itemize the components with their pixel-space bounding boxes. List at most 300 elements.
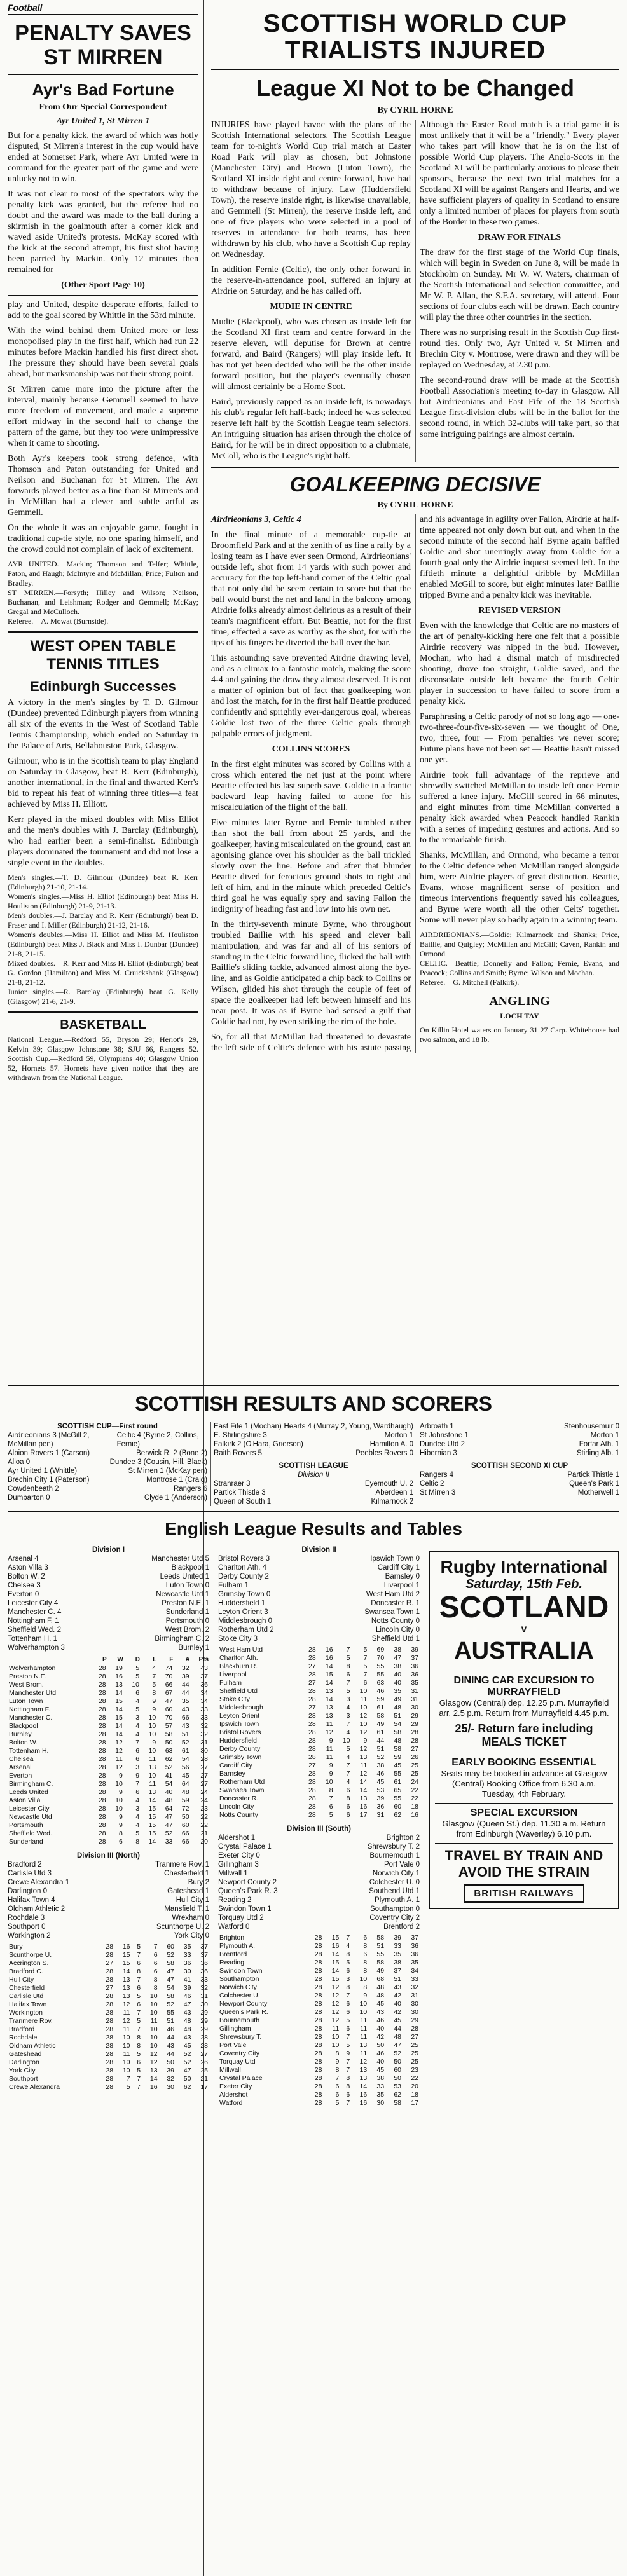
- table-row: [8, 1706, 209, 1714]
- table-header-cell: F: [169, 1656, 174, 1663]
- away-team: Cardiff City 1: [377, 1564, 420, 1572]
- away-team: Chesterfield 1: [164, 1870, 209, 1877]
- stat-cell: 62: [165, 1755, 173, 1763]
- divider: [8, 295, 198, 296]
- table-row: [8, 1764, 209, 1772]
- team-name: Aldershot: [219, 2091, 248, 2099]
- away-team: Southampton 0: [369, 1905, 420, 1913]
- stat-cell: 62: [394, 1811, 402, 1819]
- team-name: Gateshead: [9, 2050, 42, 2058]
- stat-cell: 39: [181, 1673, 189, 1680]
- stat-cell: 28: [308, 1729, 316, 1736]
- stat-cell: 66: [165, 1681, 173, 1689]
- stat-cell: 11: [360, 2050, 368, 2057]
- home-team: Leyton Orient 3: [218, 1608, 268, 1616]
- away-team: Southend Utd 1: [369, 1887, 420, 1895]
- stat-cell: 47: [183, 2067, 191, 2074]
- away-team: Dundee 3 (Cousin, Hill, Black): [109, 1458, 207, 1466]
- stat-cell: 15: [331, 1934, 340, 1942]
- stat-cell: 28: [98, 1689, 106, 1697]
- team-name: Plymouth A.: [219, 1942, 256, 1950]
- result-row: [8, 1896, 209, 1905]
- stat-cell: 52: [183, 2050, 191, 2058]
- home-team: Southport 0: [8, 1923, 46, 1931]
- stat-cell: 28: [314, 2033, 322, 2041]
- team-lineups: AIRDRIEONIANS.—Goldie; Kilmarnock and Shanks; Price, Baillie, and Quigley; McMillan and McGill; Caven, Rankin and Ormond. CELTIC.—Beattie; Donnelly and Fallon; Fernie, Evans, and Peacock; Collins and Smith; Byrne; Wilson and Mochan. Referee.—G. Mitchell (Falkirk).: [420, 930, 619, 987]
- stat-cell: 33: [411, 1975, 418, 1983]
- team-name: Luton Town: [9, 1697, 43, 1705]
- team-name: Blackpool: [9, 1722, 38, 1730]
- division-2-table: [218, 1646, 420, 1819]
- stat-cell: 60: [394, 2066, 402, 2074]
- paragraph: Gilmour, who is in the Scottish team to play England on Saturday in Glasgow, beat R. Kerr (Edinburgh), another international, in the final and thwarted Kerr's bid to repeat his feat of winning three titles—a feat achieved by Miss H. Elliott.: [8, 757, 198, 809]
- home-team: Stoke City 3: [218, 1635, 258, 1643]
- team-name: Rotherham Utd: [219, 1778, 265, 1786]
- team-name: Bury: [9, 1943, 23, 1950]
- stat-cell: 9: [152, 1697, 156, 1705]
- division-2-heading: Division II: [301, 1546, 336, 1554]
- stat-cell: 10: [122, 2059, 130, 2066]
- paragraph: Paraphrasing a Celtic parody of not so long ago — one-two-three-four-five-six-seven — we thought of One, two, three, four — From penalties we never score; Future plans have not been set — Beattie hasn't missed one yet.: [420, 712, 619, 765]
- stat-cell: 10: [331, 2041, 340, 2049]
- table-row: [218, 1942, 420, 1950]
- team-name: Bristol Rovers: [219, 1729, 261, 1736]
- result-row: [218, 1887, 420, 1896]
- stat-cell: 10: [342, 1737, 350, 1744]
- team-name: Oldham Athletic: [9, 2042, 56, 2050]
- stat-cell: 18: [411, 1803, 418, 1811]
- world-cup-article: [211, 120, 619, 462]
- home-team: Sheffield Wed. 2: [8, 1626, 61, 1634]
- stat-cell: 39: [394, 1934, 402, 1942]
- stat-cell: 28: [106, 1976, 114, 1983]
- table-row: [8, 1951, 209, 1959]
- team-name: Manchester C.: [9, 1714, 53, 1722]
- home-team: Cowdenbeath 2: [8, 1485, 59, 1493]
- stat-cell: 14: [331, 1967, 340, 1975]
- stat-cell: 48: [394, 1737, 402, 1744]
- stat-cell: 13: [325, 1687, 333, 1695]
- team-name: Swansea Town: [219, 1786, 265, 1794]
- stat-cell: 30: [183, 1968, 191, 1975]
- away-team: Blackpool 1: [171, 1564, 209, 1572]
- stat-cell: 9: [152, 1739, 156, 1746]
- stat-cell: 28: [411, 1737, 418, 1744]
- stat-cell: 11: [150, 2017, 158, 2025]
- team-name: Leyton Orient: [219, 1712, 260, 1720]
- stat-cell: 38: [376, 2074, 385, 2082]
- stat-cell: 9: [346, 2050, 350, 2057]
- team-name: York City: [9, 2067, 36, 2074]
- stat-cell: 9: [119, 1821, 123, 1829]
- stat-cell: 60: [165, 1706, 173, 1713]
- home-team: Crewe Alexandra 1: [8, 1879, 70, 1886]
- away-team: Barnsley 0: [385, 1573, 420, 1580]
- stat-cell: 6: [363, 1934, 368, 1942]
- stat-cell: 5: [346, 1745, 350, 1753]
- stat-cell: 7: [363, 1654, 368, 1662]
- stat-cell: 14: [359, 1786, 368, 1794]
- away-team: St Mirren 1 (McKay pen): [128, 1467, 207, 1475]
- stat-cell: 43: [181, 1706, 189, 1713]
- away-team: Liverpool 1: [383, 1582, 420, 1589]
- stat-cell: 68: [376, 1975, 385, 1983]
- stat-cell: 28: [314, 2017, 322, 2024]
- paragraph: Although the Easter Road match is a trial game it is most unlikely that it will be a "friendly." Every player who takes part will know that he is on the list of possible World Cup players. The Anglo-Scots in the Scotland XI will be particularly anxious to please their sponsors, because the next two trial matches for a Scotland XI will be against Rangers and Hearts, and we have sufficient players of quality in Scotland to ensure only a limited number of places for players from south of the Border in these two games.: [420, 120, 619, 227]
- result-row: [8, 1590, 209, 1599]
- away-team: Eyemouth U. 2: [364, 1480, 413, 1488]
- stat-cell: 34: [200, 1689, 208, 1697]
- stat-cell: 6: [335, 2083, 340, 2090]
- result-row: [218, 1833, 420, 1842]
- result-row: [8, 1449, 207, 1458]
- stat-cell: 11: [326, 1720, 333, 1728]
- stat-cell: 44: [167, 2050, 175, 2058]
- stat-cell: 28: [308, 1753, 316, 1761]
- stat-cell: 5: [137, 1943, 141, 1950]
- stat-cell: 10: [122, 2034, 130, 2041]
- stat-cell: 3: [346, 1712, 350, 1720]
- stat-cell: 8: [335, 2050, 340, 2057]
- stat-cell: 15: [325, 1671, 333, 1678]
- table-row: [8, 1689, 209, 1697]
- stat-cell: 49: [394, 1696, 402, 1703]
- stat-cell: 48: [183, 2017, 191, 2025]
- stat-cell: 7: [346, 2066, 350, 2074]
- team-name: Barnsley: [219, 1770, 245, 1778]
- table-row: [8, 1673, 209, 1681]
- stat-cell: 47: [183, 2001, 191, 2008]
- divider: [8, 1011, 198, 1013]
- division-3s-heading: Division III (South): [287, 1825, 351, 1833]
- table-row: [218, 1753, 420, 1762]
- paragraph: This astounding save prevented Airdrie drawing level, and as a climax to a fantastic match, making the score 4-4 and gaining the draw they almost deserved. It is not a matter of opinion but of fact that goalkeeping won and lost the match, for in the first half Beattie produced confidently and sprightly ever-dangerous goal, whereas Goldie lost two of the three Celtic goals through palpable errors of judgment.: [211, 654, 411, 739]
- stat-cell: 33: [376, 2083, 385, 2090]
- stat-cell: 27: [200, 1780, 208, 1788]
- stat-cell: 4: [135, 1722, 140, 1730]
- table-row: [8, 1984, 209, 1992]
- team-name: Newcastle Utd: [9, 1813, 52, 1821]
- stat-cell: 12: [149, 2050, 158, 2058]
- stat-cell: 6: [137, 2001, 141, 2008]
- result-row: [8, 1922, 209, 1931]
- first-round-heading: SCOTTISH CUP—First round: [57, 1423, 158, 1430]
- basketball-headline: BASKETBALL: [60, 1018, 146, 1032]
- stat-cell: 47: [165, 1697, 173, 1705]
- home-team: Leicester City 4: [8, 1600, 59, 1607]
- stat-cell: 48: [181, 1788, 189, 1796]
- table-row: [218, 1745, 420, 1753]
- away-team: Bury 2: [188, 1879, 209, 1886]
- angling-subhead: LOCH TAY: [500, 1011, 539, 1020]
- stat-cell: 27: [411, 1745, 418, 1753]
- stat-cell: 16: [359, 1803, 368, 1811]
- stat-cell: 28: [314, 1959, 322, 1966]
- division-1-heading: Division I: [92, 1546, 125, 1554]
- result-row: [420, 1440, 619, 1449]
- stat-cell: 28: [98, 1722, 106, 1730]
- stat-cell: 30: [376, 2099, 385, 2107]
- stat-cell: 52: [167, 1951, 175, 1959]
- second-xi-heading: SCOTTISH SECOND XI CUP: [471, 1462, 568, 1470]
- stat-cell: 45: [183, 2042, 191, 2050]
- table-row: [218, 1762, 420, 1770]
- home-team: Charlton Ath. 4: [218, 1564, 267, 1572]
- stat-cell: 33: [200, 1706, 208, 1713]
- stat-cell: 28: [106, 2050, 114, 2058]
- stat-cell: 28: [314, 2083, 322, 2090]
- away-team: Brentford 2: [383, 1923, 420, 1931]
- stat-cell: 51: [181, 1730, 189, 1738]
- stat-cell: 15: [122, 1959, 130, 1967]
- stat-cell: 9: [119, 1813, 123, 1821]
- paragraph: On the whole it was an enjoyable game, fought in traditional cup-tie style, no one sparing himself, and the crowd could not complain of lack of excitement.: [8, 523, 198, 554]
- stat-cell: 7: [135, 1739, 140, 1746]
- paragraph: In the thirty-seventh minute Byrne, who throughout troubled Baillie with his speed and clever ball manipulation, and was far and all of his seniors of standing in the Celtic forward line, flicked the ball with Baillie's sliding tackle, advanced almost along the bye-line, and as Goldie anticipated a chip back to Collins or Wilson, glided his shot through the couple of feet of space the goalkeeper had left between himself and his near post. It was as if Byrne had sensed a gulf that Goldie had not, by even striking the rim of the hole.: [211, 920, 411, 1027]
- home-team: Exeter City 0: [218, 1852, 260, 1860]
- team-name: Queen's Park R.: [219, 2008, 268, 2016]
- stat-cell: 12: [115, 1747, 123, 1755]
- stat-cell: 28: [314, 2041, 322, 2049]
- stat-cell: 59: [394, 1753, 402, 1761]
- away-team: Birmingham C. 2: [155, 1635, 209, 1643]
- stat-cell: 55: [394, 1770, 402, 1778]
- stat-cell: 28: [98, 1772, 106, 1779]
- results-section: [8, 1380, 619, 2107]
- stat-cell: 5: [152, 1681, 156, 1689]
- stat-cell: 42: [394, 2008, 402, 2016]
- home-team: East Fife 1 (Mochan): [214, 1423, 282, 1430]
- table-header-cell: P: [102, 1656, 107, 1663]
- stat-cell: 16: [149, 2083, 158, 2091]
- team-name: Lincoln City: [219, 1803, 254, 1811]
- team-name: Reading: [219, 1959, 245, 1966]
- stat-cell: 14: [115, 1730, 123, 1738]
- team-name: Everton: [9, 1772, 32, 1779]
- stat-cell: 31: [200, 1739, 208, 1746]
- stat-cell: 10: [149, 2009, 158, 2017]
- table-row: [218, 1696, 420, 1704]
- result-row: [218, 1554, 420, 1563]
- stat-cell: 29: [411, 2017, 418, 2024]
- table-row: [8, 2050, 209, 2059]
- angling-report: On Killin Hotel waters on January 31 27 Carp. Whitehouse had two salmon, and 18 lb.: [420, 1025, 619, 1044]
- stat-cell: 28: [106, 2083, 114, 2091]
- table-row: [8, 1739, 209, 1747]
- stat-cell: 28: [308, 1654, 316, 1662]
- right-column: [211, 0, 619, 1053]
- result-row: [8, 1467, 207, 1476]
- stat-cell: 38: [394, 1959, 402, 1966]
- paragraph: The second-round draw will be made at the Scottish Football Association's meeting to-day in Glasgow. All but Airdrieonians and East Fife of the 18 Scottish League first-division clubs will be in the ballot for the second round, in which 32-clubs will take part, so that some intriguing pairings are almost certain.: [420, 376, 619, 439]
- advert-team-2: AUSTRALIA: [454, 1638, 594, 1664]
- team-name: Sheffield Utd: [219, 1687, 258, 1695]
- result-row: [218, 1896, 420, 1905]
- stat-cell: 28: [200, 1755, 208, 1763]
- stat-cell: 10: [359, 1687, 368, 1695]
- stat-cell: 66: [181, 1714, 189, 1722]
- stat-cell: 28: [98, 1805, 106, 1812]
- stat-cell: 4: [346, 1704, 350, 1711]
- team-name: Cardiff City: [219, 1762, 252, 1769]
- stat-cell: 28: [98, 1821, 106, 1829]
- team-name: Huddersfield: [219, 1737, 257, 1744]
- team-name: Workington: [9, 2009, 43, 2017]
- stat-cell: 60: [394, 1803, 402, 1811]
- stat-cell: 12: [331, 2008, 340, 2016]
- basketball-results: National League.—Redford 55, Bryson 29; Heriot's 29, Kelvin 39; Glasgow Johnstone 38; SJU 66, Rangers 52. Scottish Cup.—Redford 59, Olympians 40; Glasgow Union 52, Hornets 57. Hornets have given notice that they are withdrawn from the National League.: [8, 1035, 198, 1082]
- table-row: [8, 1992, 209, 2001]
- byline: By CYRIL HORNE: [377, 106, 453, 115]
- league-heading: SCOTTISH LEAGUE: [279, 1462, 348, 1470]
- stat-cell: 28: [314, 2099, 322, 2107]
- stat-cell: 12: [149, 2059, 158, 2066]
- stat-cell: 28: [98, 1673, 106, 1680]
- team-name: Preston N.E.: [9, 1673, 47, 1680]
- stat-cell: 8: [137, 2042, 141, 2050]
- table-row: [8, 1697, 209, 1706]
- stat-cell: 22: [411, 1786, 418, 1794]
- divider: [435, 1803, 613, 1804]
- stat-cell: 66: [181, 1830, 189, 1837]
- table-row: [8, 2059, 209, 2067]
- stat-cell: 25: [411, 2058, 418, 2066]
- stat-cell: 29: [200, 2025, 208, 2033]
- paragraph: Both Ayr's keepers took strong defence, with Thomson and Paton outstanding for United and Neilson and Buchanan for St Mirren. The Ayr forwards played better as a line than St Mirren's and in McMillan had a clever and subtle artful as Gemmell.: [8, 454, 198, 517]
- stat-cell: 56: [181, 1764, 189, 1771]
- stat-cell: 10: [149, 2025, 158, 2033]
- stat-cell: 44: [394, 2025, 402, 2032]
- stat-cell: 28: [200, 2034, 208, 2041]
- away-team: Portsmouth 0: [165, 1617, 209, 1625]
- paragraph: In addition Fernie (Celtic), the only other forward in the reserve-in-attendance pool, suffered an injury at Airdrie on Saturday, and he has called off.: [211, 265, 411, 296]
- away-team: Lincoln City 0: [375, 1626, 420, 1634]
- stat-cell: 30: [411, 2008, 418, 2016]
- stat-cell: 36: [411, 1671, 418, 1678]
- section-label: Football: [8, 0, 198, 15]
- stat-cell: 36: [411, 1662, 418, 1670]
- stat-cell: 4: [135, 1813, 140, 1821]
- stat-cell: 5: [346, 2017, 350, 2024]
- stat-cell: 40: [394, 1671, 402, 1678]
- subhead-revised: REVISED VERSION: [478, 606, 561, 615]
- table-row: [218, 2074, 420, 2083]
- stat-cell: 12: [122, 2001, 130, 2008]
- stat-cell: 10: [359, 1704, 368, 1711]
- stat-cell: 6: [329, 1803, 333, 1811]
- away-team: Notts County 0: [371, 1617, 420, 1625]
- stat-cell: 14: [148, 1797, 156, 1804]
- divider: [8, 1385, 619, 1386]
- division-3s-results: [218, 1833, 420, 1931]
- stat-cell: 4: [135, 1730, 140, 1738]
- table-row: [218, 1704, 420, 1712]
- result-row: [420, 1449, 619, 1458]
- away-team: Burnley 1: [178, 1644, 209, 1652]
- table-tennis-headline: WEST OPEN TABLE TENNIS TITLES: [30, 638, 176, 673]
- table-row: [8, 1714, 209, 1722]
- stat-cell: 28: [308, 1712, 316, 1720]
- table-row: [218, 2041, 420, 2050]
- team-name: Derby County: [219, 1745, 261, 1753]
- celtic-article: [211, 514, 619, 1053]
- stat-cell: 28: [308, 1720, 316, 1728]
- stat-cell: 7: [346, 1679, 350, 1687]
- stat-cell: 61: [376, 1729, 385, 1736]
- stat-cell: 45: [376, 1778, 385, 1786]
- stat-cell: 14: [149, 2075, 158, 2083]
- advert-fare: 25/- Return fare including MEALS TICKET: [455, 1722, 593, 1748]
- table-row: [218, 1950, 420, 1959]
- stat-cell: 28: [106, 2017, 114, 2025]
- result-row: [8, 1643, 209, 1652]
- stat-cell: 47: [394, 2041, 402, 2049]
- away-team: Manchester Utd 5: [151, 1555, 209, 1563]
- stat-cell: 24: [200, 1788, 208, 1796]
- result-row: [218, 1581, 420, 1590]
- home-team: Millwall 1: [218, 1870, 248, 1877]
- paragraph: play and United, despite desperate efforts, failed to add to the goal scored by Whittle in the 53rd minute.: [8, 300, 198, 320]
- home-team: Hibernian 3: [420, 1449, 457, 1457]
- stat-cell: 48: [165, 1797, 173, 1804]
- stat-cell: 13: [122, 1984, 130, 1992]
- stat-cell: 10: [149, 2001, 158, 2008]
- away-team: Stenhousemuir 0: [564, 1423, 619, 1430]
- stat-cell: 13: [115, 1681, 123, 1689]
- stat-cell: 28: [308, 1811, 316, 1819]
- stat-cell: 29: [411, 1720, 418, 1728]
- stat-cell: 4: [135, 1697, 140, 1705]
- team-name: Charlton Ath.: [219, 1654, 258, 1662]
- stat-cell: 28: [106, 2075, 114, 2083]
- english-results: [8, 1545, 619, 2107]
- stat-cell: 61: [394, 1778, 402, 1786]
- table-row: [8, 1772, 209, 1780]
- stat-cell: 9: [363, 1992, 368, 1999]
- stat-cell: 10: [148, 1730, 156, 1738]
- home-team: Wolverhampton 3: [8, 1644, 65, 1652]
- team-name: Tottenham H.: [9, 1747, 49, 1755]
- stat-cell: 6: [153, 1959, 158, 1967]
- stat-cell: 6: [153, 1968, 158, 1975]
- table-row: [218, 1720, 420, 1729]
- stat-cell: 27: [308, 1679, 316, 1687]
- stat-cell: 8: [363, 1942, 368, 1950]
- stat-cell: 7: [137, 2083, 141, 2091]
- table-row: [8, 2034, 209, 2042]
- home-team: Alloa 0: [8, 1458, 31, 1466]
- stat-cell: 28: [314, 1934, 322, 1942]
- stat-cell: 44: [376, 1737, 385, 1744]
- paragraph: Mudie (Blackpool), who was chosen as inside left for the Scotland XI first team and centre forward in the reserve eleven, will deputise for Brown at centre forward, and Baird (Rangers) will play inside left. It has not yet been decided who will be the other inside forward position, but the player's eventually chosen will almost certainly be a Home Scot.: [211, 317, 411, 392]
- stat-cell: 27: [106, 1959, 114, 1967]
- team-name: Brighton: [219, 1934, 245, 1942]
- divider: [8, 631, 198, 633]
- home-team: Carlisle Utd 3: [8, 1870, 52, 1877]
- stat-cell: 24: [411, 1778, 418, 1786]
- result-row: [218, 1922, 420, 1931]
- stat-cell: 9: [152, 1706, 156, 1713]
- stat-cell: 28: [106, 2059, 114, 2066]
- stat-cell: 22: [200, 1813, 208, 1821]
- score-line: Ayr United 1, St Mirren 1: [56, 116, 150, 126]
- stat-cell: 38: [376, 1762, 385, 1769]
- home-team: Derby County 2: [218, 1573, 269, 1580]
- table-row: [218, 1679, 420, 1687]
- stat-cell: 7: [346, 2033, 350, 2041]
- stat-cell: 20: [200, 1838, 208, 1846]
- stat-cell: 62: [183, 2083, 191, 2091]
